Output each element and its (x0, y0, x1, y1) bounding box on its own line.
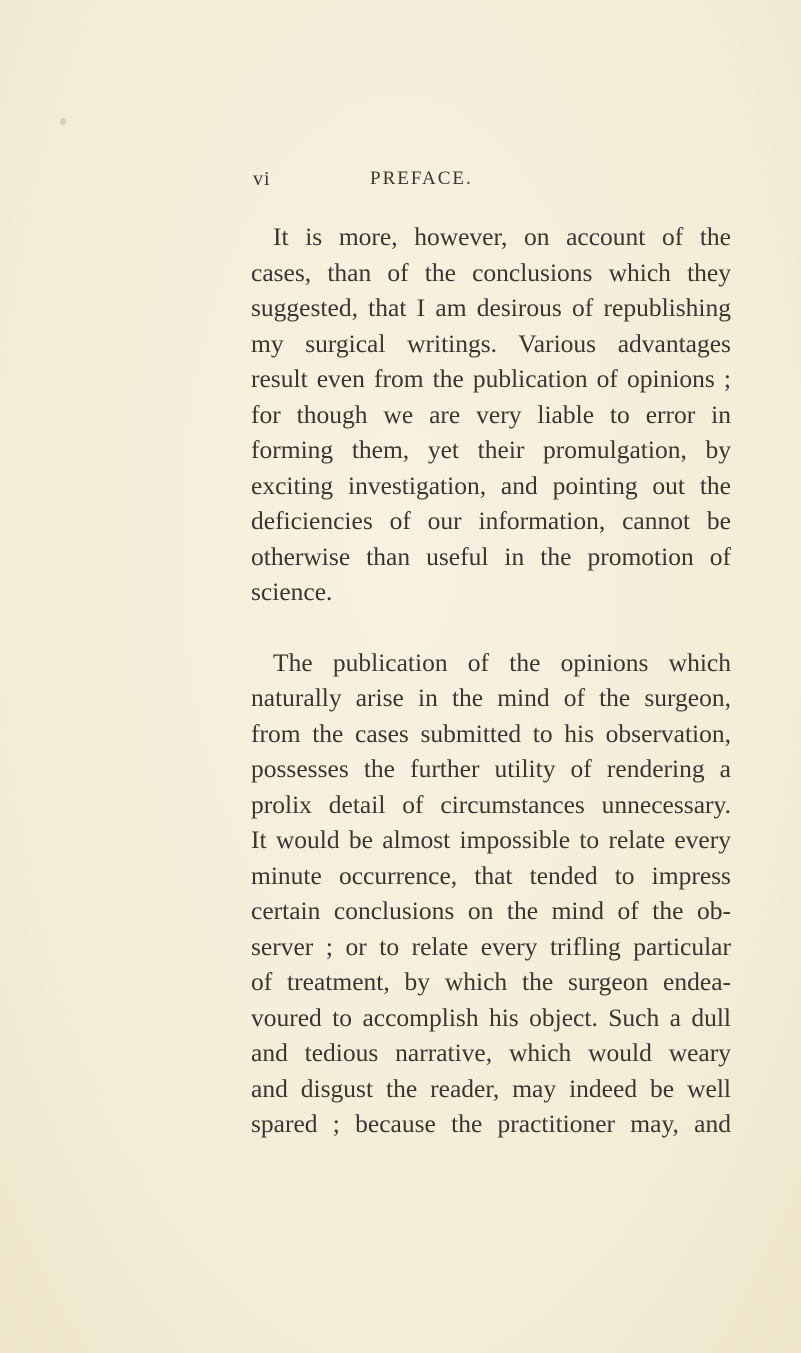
paragraph-2 (251, 645, 731, 1142)
page-number: vi (253, 168, 271, 190)
text-line: naturally arise in the mind of the surgeon, (251, 683, 731, 712)
text-line: of treatment, by which the surgeon endea- (251, 967, 731, 996)
text-line: from the cases submitted to his observation, (251, 718, 731, 748)
text-line: and tedious narrative, which would weary (251, 1038, 731, 1067)
text-line: minute occurrence, that tended to impress (251, 860, 731, 890)
text-line: suggested, that I am desirous of republishing (251, 293, 731, 322)
text-line: exciting investigation, and pointing out the (251, 470, 731, 500)
text-line: and disgust the reader, may indeed be well (251, 1073, 731, 1103)
text-line: my surgical writings. Various advantages (251, 328, 731, 358)
body-text (251, 219, 731, 1142)
text-line: It would be almost impossible to relate every (251, 825, 731, 854)
page-header (0, 168, 801, 198)
text-line: forming them, yet their promulgation, by (251, 435, 731, 464)
text-line: deficiencies of our information, cannot be (251, 506, 731, 535)
text-line: It is more, however, on account of the (273, 222, 731, 251)
text-line: possesses the further utility of rendering a (251, 754, 731, 783)
text-line: prolix detail of circumstances unnecessary. (251, 789, 731, 819)
running-head: PREFACE. (370, 168, 473, 189)
text-line: result even from the publication of opinions ; (251, 364, 731, 393)
paragraph-gap (251, 610, 731, 645)
paragraph-1 (251, 219, 731, 610)
text-line: certain conclusions on the mind of the ob- (251, 896, 731, 925)
text-line: The publication of the opinions which (273, 647, 731, 677)
text-line: spared ; because the practitioner may, and (251, 1109, 731, 1138)
text-line: for though we are very liable to error in (251, 399, 731, 429)
text-line: otherwise than useful in the promotion of (251, 541, 731, 571)
foxing-spot (60, 118, 66, 125)
text-line: voured to accomplish his object. Such a dull (251, 1002, 731, 1032)
text-line: cases, than of the conclusions which they (251, 257, 731, 287)
text-line: science. (251, 577, 333, 606)
text-line: server ; or to relate every trifling particular (251, 931, 731, 961)
